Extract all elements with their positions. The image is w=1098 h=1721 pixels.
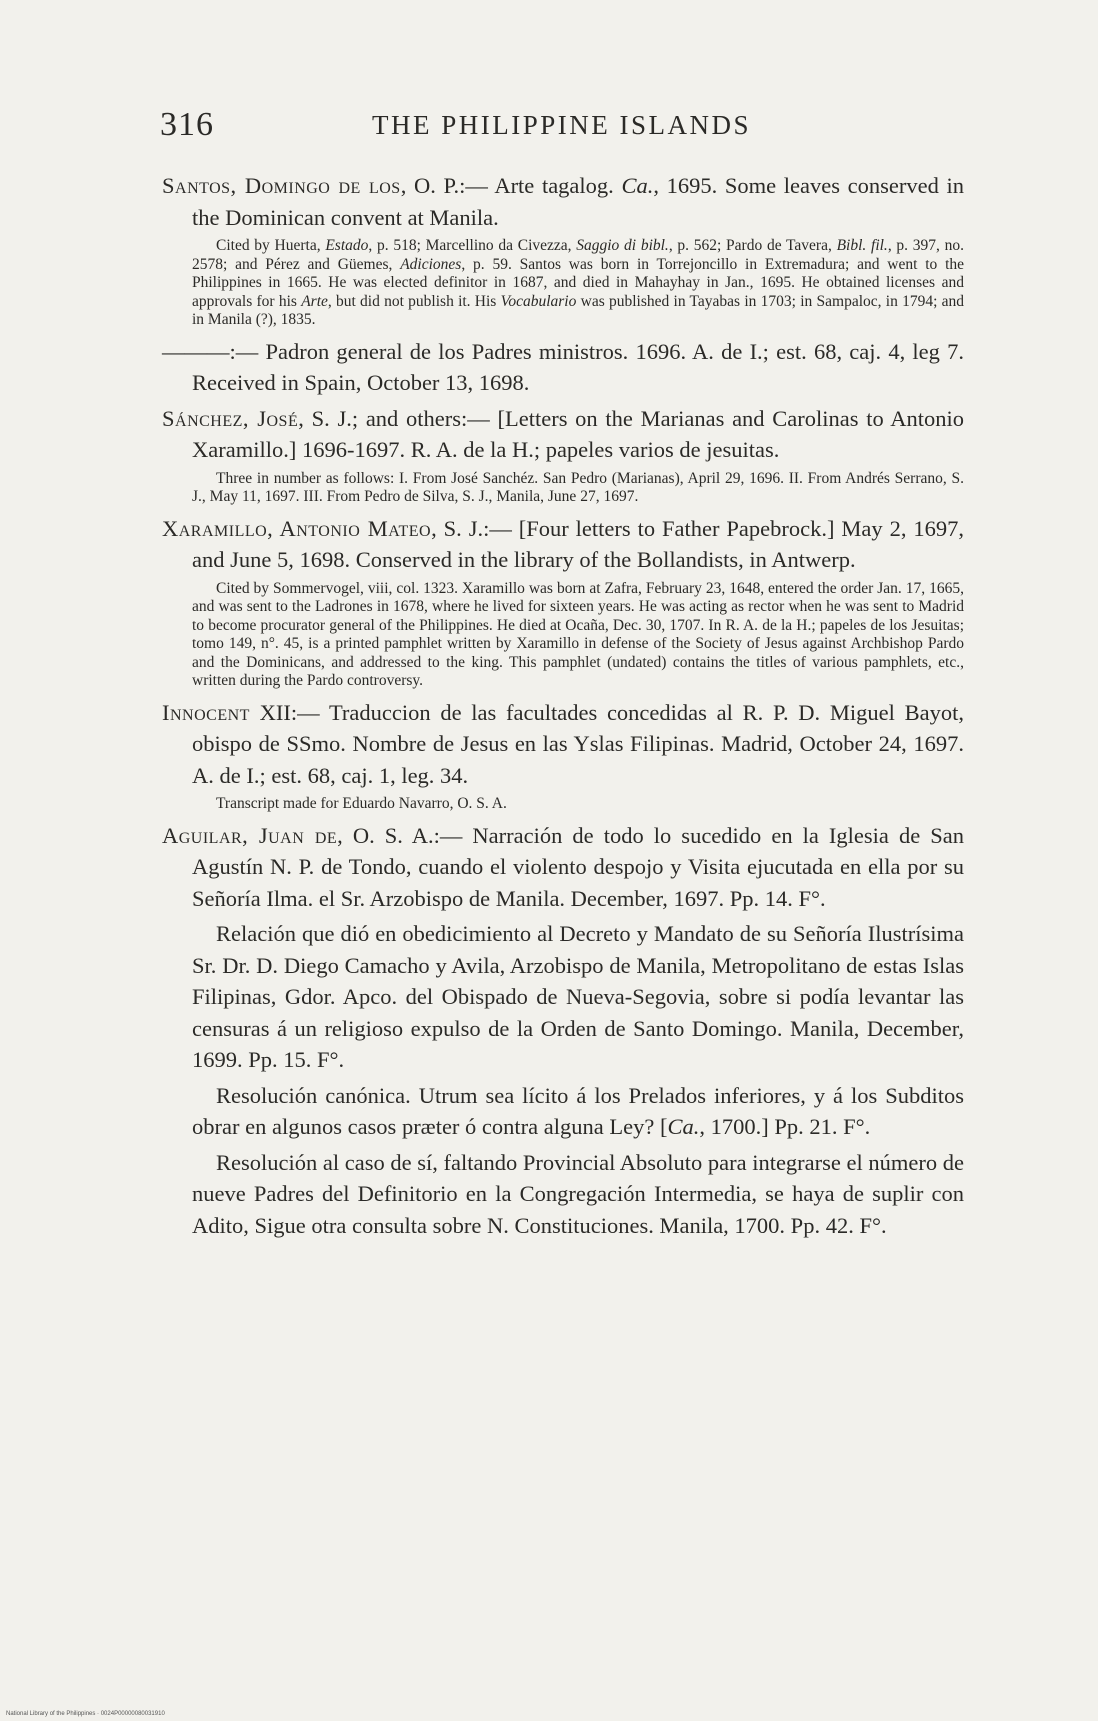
note-italic: Saggio di bibl. (576, 237, 669, 254)
entry-sanchez (162, 403, 964, 466)
page-number: 316 (160, 106, 214, 143)
note-sanchez: Three in number as follows: I. From José Sanchéz. San Pedro (Marianas), April 29, 1696. II. From Andrés Serrano, S. J., May 11, 1697. III. From Pedro de Silva, S. J., Manila, June 27, 1697. (192, 469, 964, 505)
entry-text: , S. J.; and others:— [Letters on the Marianas and Carolinas to Antonio Xaramillo.] 1696-1697. R. A. de la H.; papeles varios de jesuitas. (192, 405, 964, 462)
note-text: was published in Tayabas in 1703; in Sampaloc, in 1794; and in Manila (?), 1835. (192, 292, 965, 328)
note-italic: Estado (325, 237, 369, 254)
entry-padron (162, 336, 964, 399)
entry-author: Xaramillo, Antonio Mateo (162, 515, 432, 541)
page-header (160, 106, 940, 150)
paragraph-resolucion-caso: Resolución al caso de sí, faltando Provincial Absoluto para integrarse el número de nueve Padres del Definitorio en la Congregación Intermedia, se haya de suplir con Adito, Sigue otra consulta sobre N. Constituciones. Manila, 1700. Pp. 42. F°. (192, 1149, 964, 1238)
entry-xaramillo (162, 513, 964, 576)
entry-author: Sánchez, José (162, 405, 299, 431)
note-text: , p. 562; Pardo de Tavera, (668, 237, 837, 254)
entry-text: Padron general de los Padres ministros. 1696. A. de I.; est. 68, caj. 4, leg 7. Received in Spain, October 13, 1698. (192, 338, 964, 395)
entry-text: XII:— Traduccion de las facultades concedidas al R. P. D. Miguel Bayot, obispo de SSmo. Nombre de Jesus en las Yslas Filipinas. Madrid, October 24, 1697. A. de I.; est. 68, caj. 1, leg. 34. (192, 699, 964, 788)
note-italic: Adiciones (400, 255, 462, 273)
paragraph-text: , 1700.] Pp. 21. F°. (699, 1114, 871, 1139)
running-head: THE PHILIPPINE ISLANDS (372, 110, 751, 140)
note-italic: Arte (301, 292, 328, 310)
note-innocent: Transcript made for Eduardo Navarro, O. S. A. (216, 795, 507, 812)
entry-author: Innocent (162, 699, 250, 725)
note-text: , p. 518; Marcellino da Civezza, (368, 237, 577, 254)
scan-footer: National Library of the Philippines · 0024P00000080031910 (6, 1711, 165, 1717)
note-text: , but did not publish it. His (327, 292, 501, 310)
note-text: , p. 59. Santos was born in Torrejoncillo in Extremadura; and went to the Philippines in 1665. He was elected definitor in 1687, and died in Mahayhay in Jan., 1695. He obtained licenses and approvals for his (192, 255, 965, 310)
note-text: , p. 397, no. 2578; and Pérez and Güemes, (192, 237, 965, 273)
note-xaramillo: Cited by Sommervogel, viii, col. 1323. Xaramillo was born at Zafra, February 23, 1648, entered the order Jan. 17, 1665, and was sent to the Ladrones in 1678, where he lived for sixteen years. He was acting as rector when he was sent to Madrid to become procurator general of the Philippines. He died at Ocaña, Dec. 30, 1707. In R. A. de la H.; papeles de los Jesuitas; tomo 149, n°. 45, is a printed pamphlet written by Xaramillo in defense of the Society of Jesus against Archbishop Pardo and the Dominicans, and addressed to the king. This pamphlet (undated) contains the titles of various pamphlets, etc., written during the Pardo controversy. (192, 579, 964, 689)
entry-text: , O. S. A.:— Narración de todo lo sucedido en la Iglesia de San Agustín N. P. de Tondo, cuando el violento despojo y Visita ejucutada en ella por su Señoría Ilma. el Sr. Arzobispo de Manila. December, 1697. Pp. 14. F°. (192, 822, 964, 911)
note-italic: Bibl. fil. (836, 237, 888, 254)
note-santos (192, 237, 964, 330)
paragraph-text: Resolución canónica. Utrum sea lícito á los Prelados inferiores, y á los Subditos obrar en algunos casos præter ó contra alguna Ley? [ (192, 1082, 964, 1139)
entry-text: , O. P.:— Arte tagalog. (400, 173, 622, 198)
note-text: Cited by Huerta, (216, 237, 326, 254)
paragraph-italic: Ca. (667, 1114, 700, 1139)
bibliography-text (162, 170, 964, 1245)
ditto-dash: ———:— (162, 338, 266, 364)
note-italic: Vocabulario (500, 292, 577, 310)
paragraph-relacion: Relación que dió en obedicimiento al Decreto y Mandato de su Señoría Ilustrísima Sr. Dr. D. Diego Camacho y Avila, Arzobispo de Manila, Metropolitano de estas Islas Filipinas, Gdor. Apco. del Obispado de Nueva-Segovia, sobre si podía levantar las censuras á un religioso expulso de la Orden de Santo Domingo. Manila, December, 1699. Pp. 15. F°. (192, 921, 964, 1072)
entry-author: Santos, Domingo de los (162, 173, 401, 198)
entry-text: , 1695. Some leaves conserved in the Dominican convent at Manila. (192, 173, 965, 230)
entry-text-italic: Ca. (621, 173, 654, 198)
paragraph-resolucion-canonica (162, 1080, 964, 1143)
entry-aguilar (162, 820, 964, 915)
entry-text: , S. J.:— [Four letters to Father Papebrock.] May 2, 1697, and June 5, 1698. Conserved in the library of the Bollandists, in Antwerp. (192, 515, 964, 572)
entry-innocent (162, 697, 964, 792)
entry-author: Aguilar, Juan de (162, 822, 338, 848)
entry-santos (162, 170, 964, 233)
